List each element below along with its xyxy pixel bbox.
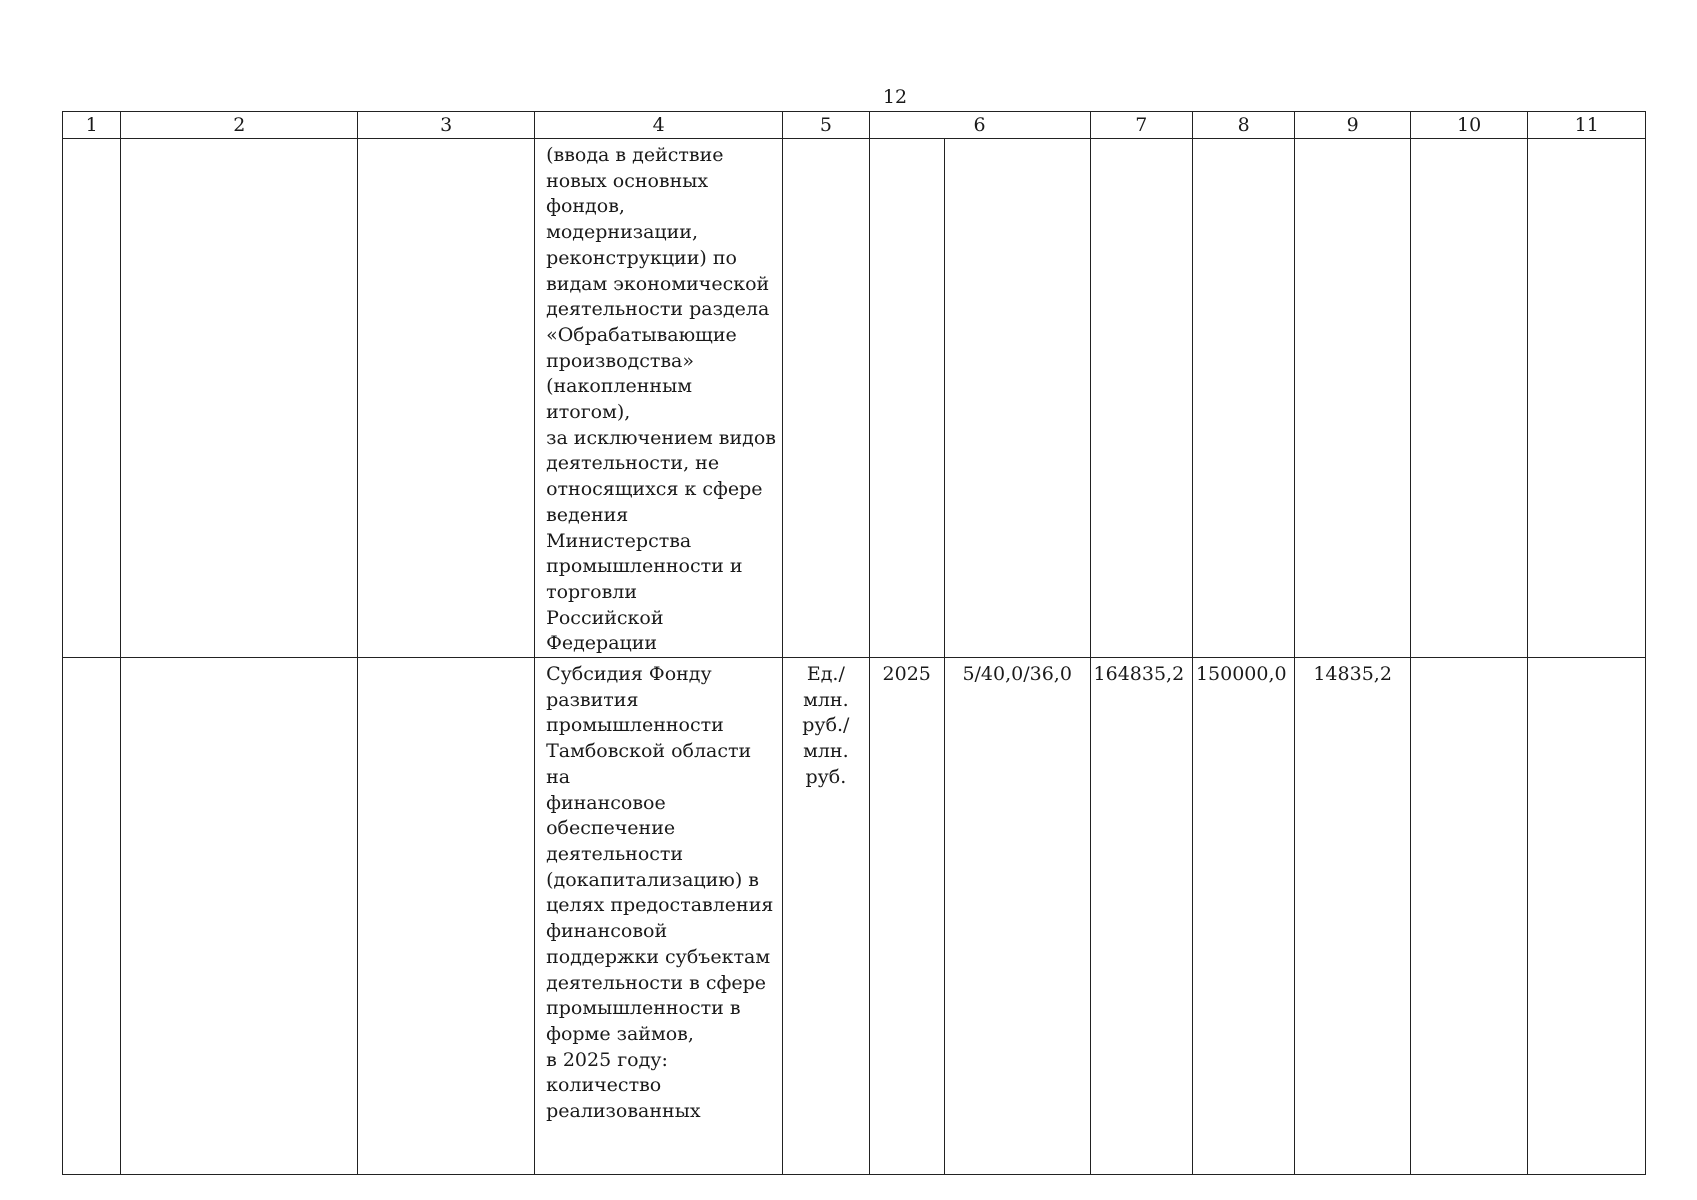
table-cell: [783, 139, 869, 658]
text-line: финансовой: [546, 920, 668, 943]
table-cell: [944, 658, 1090, 1175]
table-cell: [1410, 139, 1528, 658]
table-cell: [63, 658, 121, 1175]
table-cell: [1192, 658, 1294, 1175]
table-cell: [121, 658, 358, 1175]
table-cell: [1090, 658, 1192, 1175]
text-line: форме займов,: [546, 1022, 694, 1045]
table-cell: [869, 139, 944, 658]
text-line: деятельности: [546, 842, 684, 865]
column-header: 1: [63, 112, 121, 139]
text-line: Российской Федерации: [546, 606, 664, 655]
table-cell: [1090, 139, 1192, 658]
table-cell: [1528, 658, 1646, 1175]
column-header: 10: [1410, 112, 1528, 139]
table-cell: [535, 658, 783, 1175]
text-line: развития: [546, 688, 639, 711]
text-line: видам экономической: [546, 272, 770, 295]
text-line: обеспечение: [546, 817, 676, 840]
total-value: 164835,2: [1093, 663, 1185, 686]
text-line: руб./: [802, 714, 850, 737]
text-line: Тамбовской области на: [546, 740, 752, 788]
table-row: [63, 658, 1646, 1175]
table-header-row: [63, 112, 1646, 139]
table-cell: [121, 139, 358, 658]
table-row: [63, 139, 1646, 658]
text-line: деятельности в сфере: [546, 971, 767, 994]
column-header: 9: [1295, 112, 1411, 139]
text-line: руб.: [805, 765, 847, 788]
federal-value: 150000,0: [1195, 663, 1287, 686]
text-line: ведения: [546, 503, 629, 526]
table-cell: [358, 139, 535, 658]
text-line: за исключением видов: [546, 426, 776, 449]
text-line: фондов,: [546, 195, 625, 218]
text-line: целях предоставления: [546, 894, 774, 917]
table-cell: [535, 139, 783, 658]
column-header: 3: [358, 112, 535, 139]
text-line: количество: [546, 1074, 662, 1097]
text-line: промышленности: [546, 714, 724, 737]
column-header: 11: [1528, 112, 1646, 139]
description-text: [535, 658, 782, 1125]
table-cell: [1528, 139, 1646, 658]
table-cell: [1295, 139, 1411, 658]
document-table: [62, 111, 1646, 1175]
text-line: Субсидия Фонду: [546, 663, 712, 686]
text-line: финансовое: [546, 791, 666, 814]
text-line: млн.: [803, 688, 849, 711]
table-cell: [1410, 658, 1528, 1175]
text-line: реконструкции) по: [546, 246, 737, 269]
text-line: относящихся к сфере: [546, 478, 763, 501]
text-line: деятельности раздела: [546, 298, 770, 321]
text-line: промышленности и: [546, 555, 743, 578]
table-cell: [783, 658, 869, 1175]
text-line: торговли: [546, 580, 638, 603]
column-header: 4: [535, 112, 783, 139]
table-cell: [1295, 658, 1411, 1175]
text-line: (накопленным итогом),: [546, 375, 693, 424]
text-line: реализованных: [546, 1100, 701, 1123]
column-header: 2: [121, 112, 358, 139]
column-header: 5: [783, 112, 869, 139]
page-number: 12: [882, 86, 908, 108]
indicator-value: 5/40,0/36,0: [962, 663, 1072, 686]
text-line: Министерства: [546, 529, 692, 552]
description-text: [535, 139, 782, 657]
text-line: млн.: [803, 740, 849, 763]
table-cell: [1192, 139, 1294, 658]
text-line: «Обрабатывающие: [546, 323, 737, 346]
table-cell: [63, 139, 121, 658]
regional-value: 14835,2: [1313, 663, 1392, 686]
text-line: в 2025 году:: [546, 1048, 668, 1071]
text-line: новых основных: [546, 169, 709, 192]
table-cell: [869, 658, 944, 1175]
table-cell: [358, 658, 535, 1175]
column-header: 8: [1192, 112, 1294, 139]
column-header: 6: [869, 112, 1090, 139]
text-line: деятельности, не: [546, 452, 720, 475]
text-line: (докапитализацию) в: [546, 868, 759, 891]
text-line: модернизации,: [546, 221, 699, 244]
unit-text: [783, 658, 868, 791]
text-line: поддержки субъектам: [546, 945, 771, 968]
year-value: 2025: [882, 663, 931, 686]
text-line: Ед./: [806, 663, 845, 686]
table-cell: [944, 139, 1090, 658]
column-header: 7: [1090, 112, 1192, 139]
text-line: промышленности в: [546, 997, 741, 1020]
text-line: производства»: [546, 349, 695, 372]
text-line: (ввода в действие: [546, 144, 724, 166]
